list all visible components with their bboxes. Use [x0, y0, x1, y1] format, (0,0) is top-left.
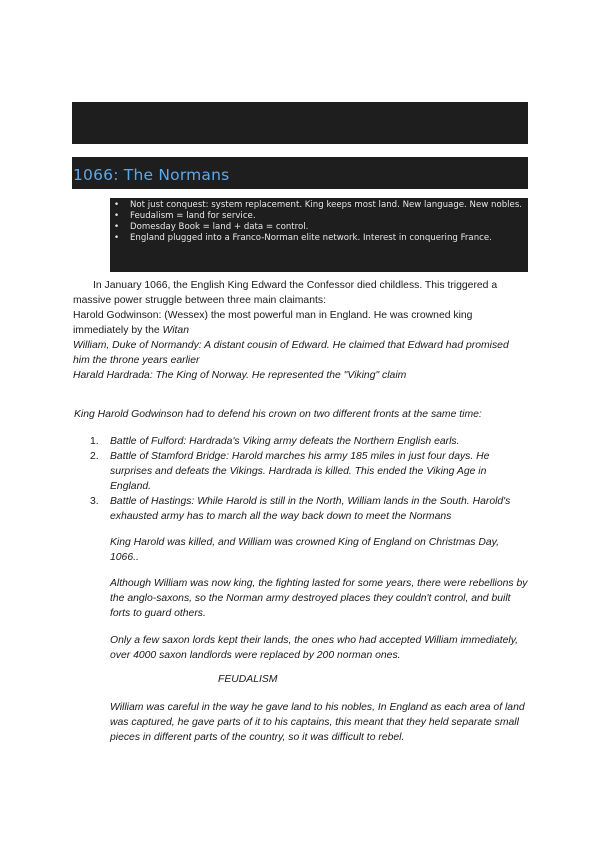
battle-text: Battle of Stamford Bridge: Harold marches his army 185 miles in just four days. He surprises and defeats the Vikings. Hardrada is killed. This ended the Viking Age in England. [110, 451, 490, 492]
battle-number: 3. [90, 496, 99, 507]
battles-list [90, 434, 528, 524]
intro-section [73, 278, 528, 383]
claimant-harold-text: Harold Godwinson: (Wessex) the most powerful man in England. He was crowned king immediately by the [73, 310, 473, 336]
paragraph-feudalism: William was careful in the way he gave land to his nobles, In England as each area of land was captured, he gave parts of it to his captains, this meant that they held separate small pieces in different parts of the country, so it was difficult to rebel. [110, 702, 525, 743]
battle-number: 2. [90, 451, 99, 462]
battle-number: 1. [90, 436, 99, 447]
summary-box [110, 198, 528, 272]
top-black-banner [72, 102, 528, 144]
witan-term: Witan [162, 325, 189, 336]
claimant-harald: Harald Hardrada: The King of Norway. He represented the "Viking" claim [73, 370, 407, 381]
summary-item: • Feudalism = land for service. [130, 211, 528, 222]
feudalism-heading: FEUDALISM [218, 674, 278, 685]
battle-text: Battle of Hastings: While Harold is still in the North, William lands in the South. Harold's exhausted army has to march all the way back down to meet the Normans [110, 496, 511, 522]
summary-item: • England plugged into a Franco-Norman elite network. Interest in conquering France. [130, 233, 528, 244]
intro-paragraph: In January 1066, the English King Edward the Confessor died childless. This triggered a massive power struggle between three main claimants: [73, 280, 498, 306]
summary-item: • Domesday Book = land + data = control. [130, 222, 528, 233]
paragraph-crowned: King Harold was killed, and William was crowned King of England on Christmas Day, 1066.. [110, 537, 499, 563]
paragraph-fighting: Although William was now king, the fighting lasted for some years, there were rebellions by the anglo-saxons, so the Norman army destroyed places they couldn't control, and built forts to guard others. [110, 578, 528, 619]
page-title: 1066: The Normans [73, 166, 230, 184]
battle-item [90, 494, 528, 524]
battle-item [90, 434, 528, 449]
lead-sentence: King Harold Godwinson had to defend his crown on two different fronts at the same time: [74, 409, 482, 420]
battle-text: Battle of Fulford: Hardrada's Viking army defeats the Northern English earls. [110, 436, 460, 447]
claimant-william: William, Duke of Normandy: A distant cousin of Edward. He claimed that Edward had promised him the throne years earlier [73, 340, 509, 366]
summary-item: • Not just conquest: system replacement. King keeps most land. New language. New nobles. [130, 200, 528, 211]
paragraph-lords: Only a few saxon lords kept their lands, the ones who had accepted William immediately, over 4000 saxon landlords were replaced by 200 norman ones. [110, 635, 519, 661]
claimant-harold [73, 308, 528, 338]
battle-item [90, 449, 528, 494]
summary-list [110, 198, 528, 244]
title-banner [72, 157, 528, 189]
